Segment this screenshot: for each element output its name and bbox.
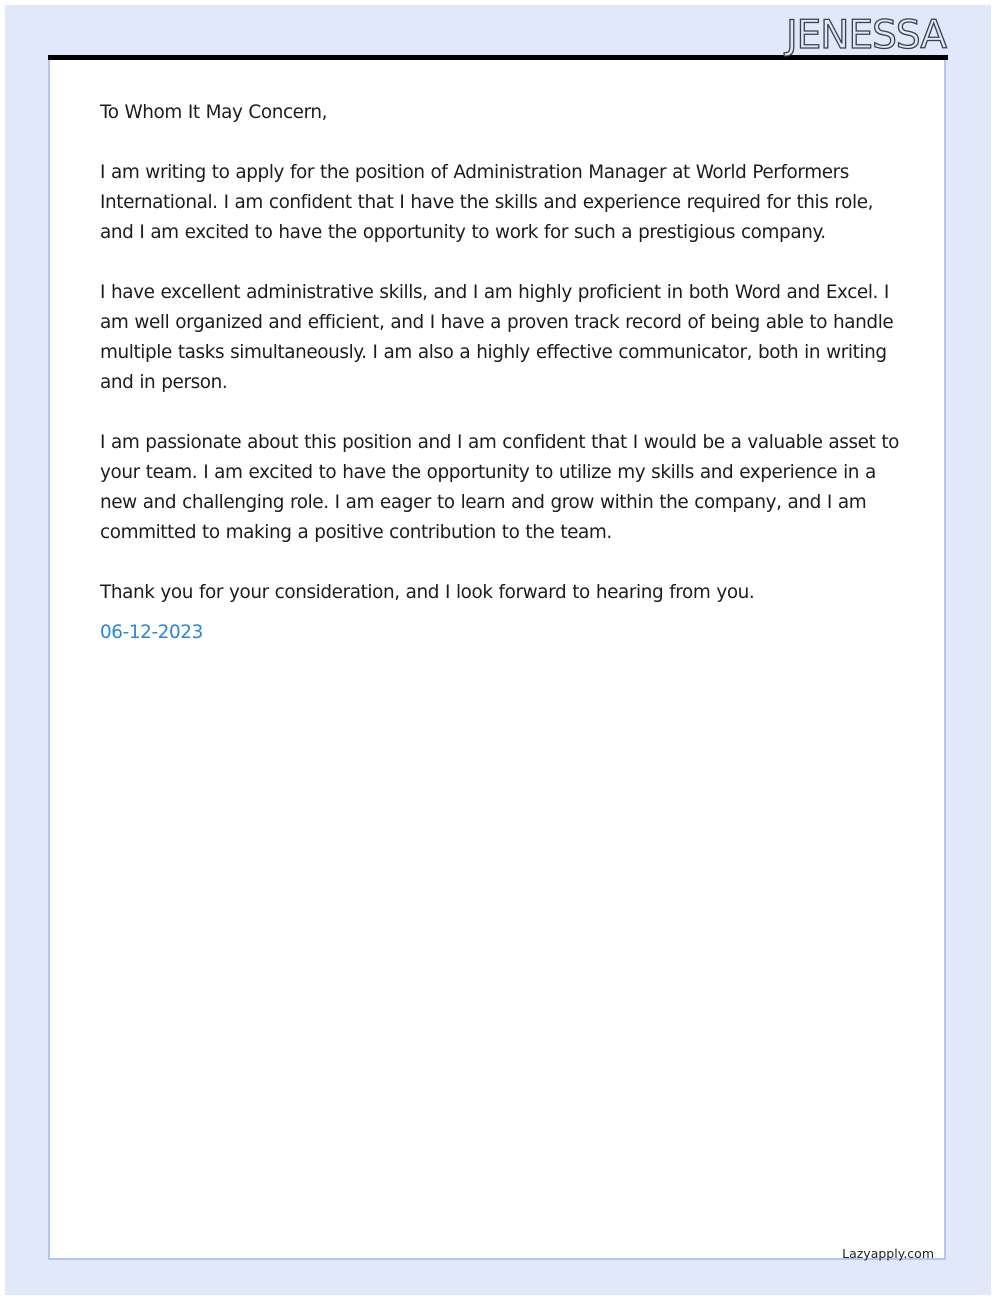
letter-date: 06-12-2023 [100,622,203,643]
letter-paragraph-1: I am writing to apply for the position of Administration Manager at World Performers International. I am confident that I have the skills and experience required for this role, and I am excited to have the opportunity to work for such a prestigious company. [100,162,874,243]
applicant-name: JENESSA [786,13,946,58]
letter-body [100,98,900,648]
salutation: To Whom It May Concern, [100,102,328,123]
closing-line: Thank you for your consideration, and I look forward to hearing from you. [100,582,755,603]
letter-paragraph-3: I am passionate about this position and I am confident that I would be a valuable asset to your team. I am excited to have the opportunity to utilize my skills and experience in a new and challenging role. I am eager to learn and grow within the company, and I am committed to making a positive contribution to the team. [100,432,900,543]
footer-credit: Lazyapply.com [842,1246,934,1261]
letter-paragraph-2: I have excellent administrative skills, and I am highly proficient in both Word and Excel. I am well organized and efficient, and I have a proven track record of being able to handle multiple tasks simultaneously. I am also a highly effective communicator, both in writing and in person. [100,282,894,393]
